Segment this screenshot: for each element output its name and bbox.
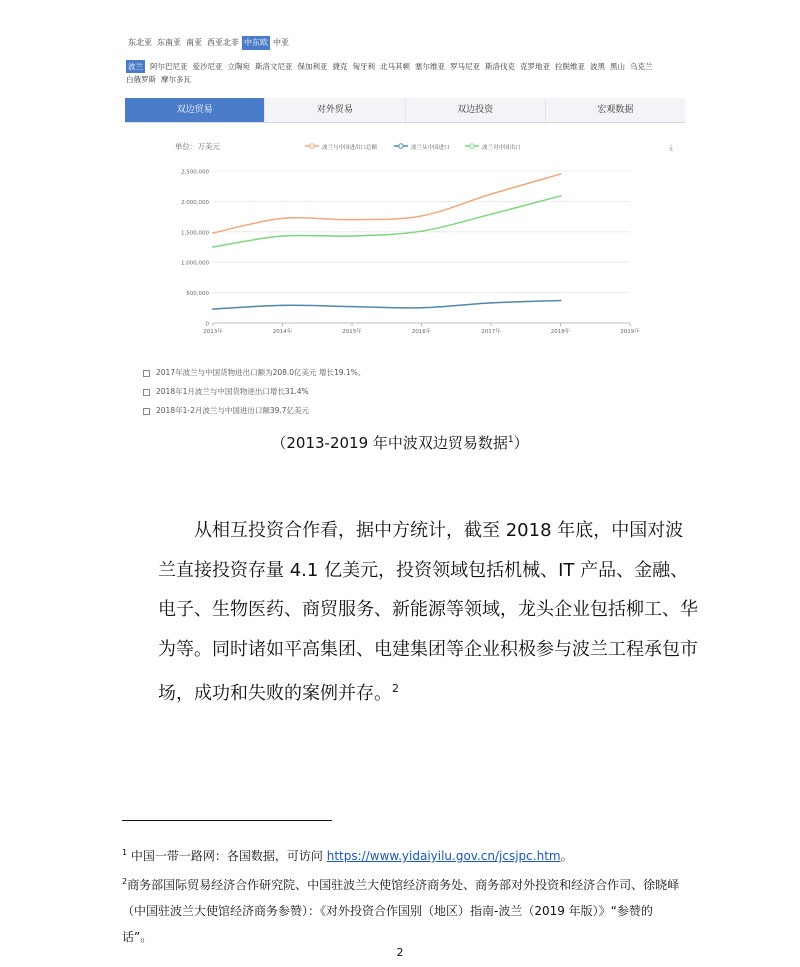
data-point [351, 306, 353, 308]
country-link[interactable]: 波黑 [590, 62, 605, 71]
y-tick-label: 2,000,000 [181, 199, 209, 206]
data-point [351, 219, 353, 221]
caption-text: （2013-2019 年中波双边贸易数据 [271, 434, 508, 452]
region-tab[interactable]: 南亚 [186, 38, 202, 47]
y-tick-label: 500,000 [186, 291, 209, 298]
data-point [421, 215, 423, 217]
footnotes [122, 840, 682, 950]
chart-note [143, 363, 365, 382]
country-link[interactable]: 黑山 [610, 62, 625, 71]
region-tab[interactable]: 中东欧 [242, 36, 270, 50]
data-point [421, 230, 423, 232]
legend-label: 波兰与中国进出口总额 [322, 145, 378, 151]
data-point [212, 308, 214, 310]
region-tab[interactable]: 中亚 [273, 38, 289, 47]
chart-note [143, 401, 365, 420]
country-link[interactable]: 捷克 [332, 62, 348, 71]
x-tick-label: 2013年 [203, 329, 223, 335]
country-link[interactable]: 克罗地亚 [520, 62, 550, 71]
footnote-text: 商务部国际贸易经济合作研究院、中国驻波兰大使馆经济商务处、商务部对外投资和经济合作司、徐晓峄（中国驻波兰大使馆经济商务参赞）：《对外投资合作国别（地区）指南-波兰（2019 年版）》“参赞的话”。 [122, 878, 680, 944]
data-point [282, 218, 284, 220]
legend-marker [399, 144, 403, 148]
region-tab-bar [126, 36, 292, 50]
page-number: 2 [396, 946, 404, 959]
main-tab[interactable]: 双边贸易 [125, 98, 264, 122]
chart-note-text: 2017年波兰与中国货物进出口额为208.0亿美元 增长19.1%。 [156, 368, 366, 377]
country-link[interactable]: 塞尔维亚 [415, 62, 445, 71]
main-tab[interactable]: 双边投资 [405, 98, 545, 122]
unit-label: 单位：万美元 [175, 142, 220, 151]
caption-footnote-ref: 1 [507, 435, 514, 445]
country-link[interactable]: 立陶宛 [227, 62, 250, 71]
footnote-1 [122, 840, 682, 869]
series-line [213, 301, 561, 310]
x-tick-label: 2017年 [481, 329, 501, 335]
data-point [490, 213, 492, 215]
data-point [212, 232, 214, 234]
bullet-icon [143, 389, 150, 396]
chart-note-text: 2018年1-2月波兰与中国进出口额39.7亿美元 [156, 406, 310, 415]
caption-close: ） [513, 434, 529, 452]
data-point [421, 307, 423, 309]
country-link[interactable]: 波兰 [128, 62, 143, 71]
country-link[interactable]: 斯洛文尼亚 [255, 62, 293, 71]
country-link[interactable]: 斯洛伐克 [485, 62, 515, 71]
country-link[interactable]: 摩尔多瓦 [161, 75, 191, 84]
chart-note-text: 2018年1月波兰与中国货物进出口增长31.4% [156, 387, 309, 396]
data-point [560, 195, 562, 197]
legend-label: 波兰从中国进口 [411, 145, 450, 151]
bullet-icon [143, 370, 150, 377]
figure-caption [0, 432, 800, 453]
country-link[interactable]: 白俄罗斯 [126, 75, 156, 84]
region-tab[interactable]: 西亚北非 [207, 38, 239, 47]
main-tab-bar [125, 98, 685, 123]
data-point [282, 304, 284, 306]
data-point [560, 173, 562, 175]
legend-label: 波兰对中国出口 [482, 145, 521, 151]
paragraph-footnote-ref: 2 [392, 682, 399, 695]
chart-note [143, 382, 365, 401]
bullet-icon [143, 408, 150, 415]
country-link[interactable]: 阿尔巴尼亚 [150, 62, 188, 71]
country-link[interactable]: 拉脱维亚 [555, 62, 585, 71]
country-link[interactable]: 爱沙尼亚 [192, 62, 223, 71]
download-icon: ⤓ [669, 143, 673, 153]
country-list [126, 60, 681, 86]
footnote-text: 中国一带一路网：各国数据，可访问 [130, 849, 327, 863]
main-tab[interactable]: 对外贸易 [264, 98, 404, 122]
y-tick-label: 1,000,000 [181, 260, 209, 267]
embedded-screenshot [120, 30, 685, 422]
data-point [490, 193, 492, 195]
region-tab[interactable]: 东南亚 [157, 38, 181, 47]
x-tick-label: 2019年 [620, 329, 640, 335]
x-tick-label: 2014年 [272, 329, 293, 335]
x-tick-label: 2015年 [342, 329, 362, 335]
y-tick-label: 1,500,000 [181, 230, 209, 237]
footnote-separator [122, 820, 332, 821]
data-point [351, 235, 353, 237]
y-tick-label: 0 [205, 321, 209, 328]
footnote-mark: 2 [122, 877, 128, 886]
paragraph-text: 从相互投资合作看，据中方统计，截至 2018 年底，中国对波兰直接投资存量 4.1 亿美元，投资领域包括机械、IT 产品、金融、电子、生物医药、商贸服务、新能源等领域，龙头企业包括柳工、华为等。同时诸如平高集团、电建集团等企业积极参与波兰工程承包市场，成功和失败的案例并存。 [158, 520, 698, 704]
data-point [282, 235, 284, 237]
chart-notes [143, 363, 365, 420]
country-link[interactable]: 匈牙利 [352, 62, 375, 71]
x-tick-label: 2016年 [411, 329, 432, 335]
legend-marker [310, 144, 314, 148]
region-tab[interactable]: 东北亚 [128, 38, 152, 47]
data-point [560, 300, 562, 302]
series-line [213, 174, 561, 233]
footnote-mark: 1 [122, 848, 128, 857]
footnote-link[interactable]: https://www.yidaiyilu.gov.cn/jcsjpc.htm [326, 849, 561, 863]
country-link[interactable]: 保加利亚 [297, 62, 328, 71]
data-point [490, 302, 492, 304]
y-tick-label: 2,500,000 [181, 169, 209, 176]
country-link[interactable]: 北马其顿 [380, 62, 410, 71]
x-tick-label: 2018年 [550, 329, 571, 335]
trade-line-chart [125, 123, 685, 363]
footnote-tail: 。 [560, 849, 573, 863]
main-tab[interactable]: 宏观数据 [545, 98, 685, 122]
legend-marker [470, 144, 474, 148]
body-paragraph [158, 511, 698, 714]
country-link[interactable]: 罗马尼亚 [450, 62, 480, 71]
country-link[interactable]: 乌克兰 [630, 62, 653, 71]
data-point [212, 246, 214, 248]
footnote-2 [122, 869, 682, 950]
chart-panel [125, 123, 685, 422]
